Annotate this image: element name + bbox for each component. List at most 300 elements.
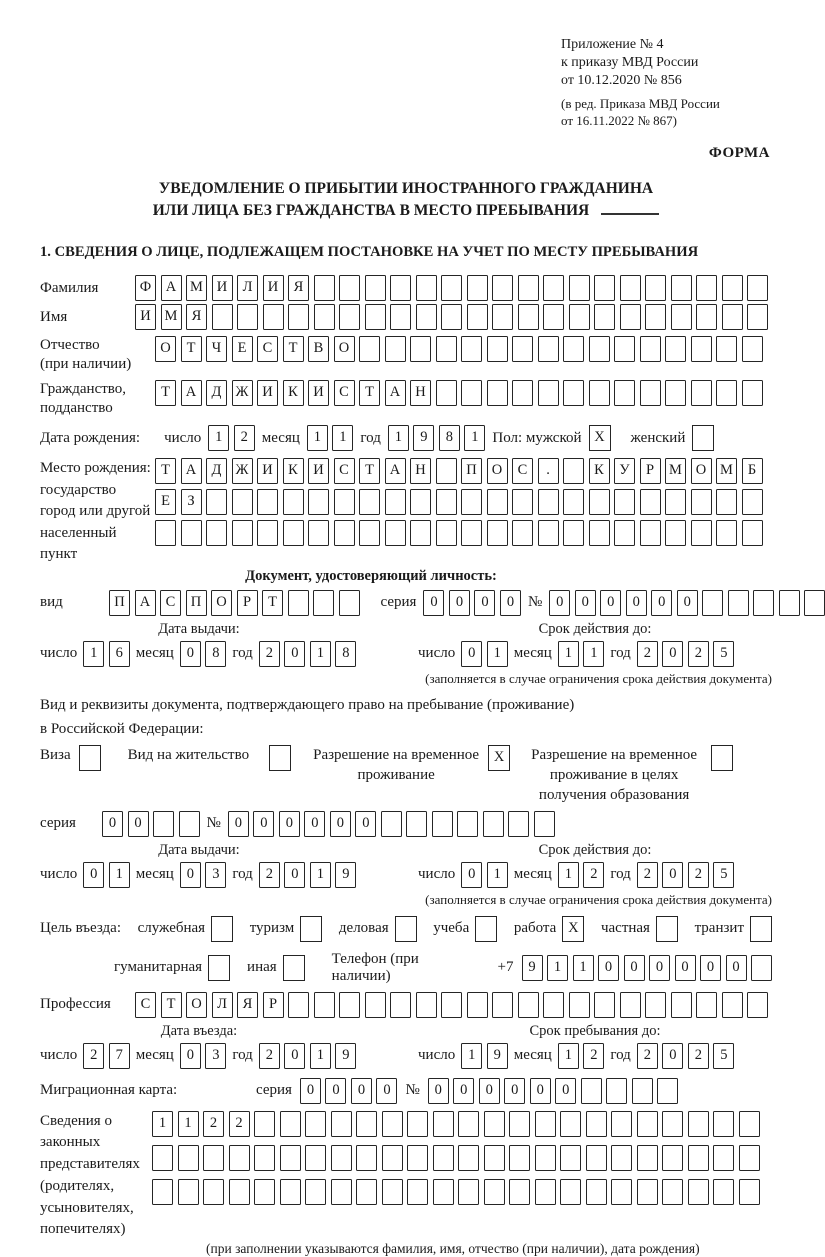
char-cell[interactable] [747, 275, 768, 301]
char-cell[interactable]: 0 [279, 811, 300, 837]
char-cell[interactable] [665, 336, 686, 362]
char-cell[interactable] [288, 590, 309, 616]
doc-expiry-day-input[interactable] [461, 641, 508, 667]
char-cell[interactable] [688, 1145, 709, 1171]
char-cell[interactable]: 0 [461, 641, 482, 667]
char-cell[interactable]: 0 [626, 590, 647, 616]
char-cell[interactable]: Т [283, 336, 304, 362]
char-cell[interactable] [640, 489, 661, 515]
char-cell[interactable] [492, 992, 513, 1018]
doc-issue-day-input[interactable] [83, 641, 130, 667]
char-cell[interactable] [543, 275, 564, 301]
representatives-row1[interactable] [152, 1111, 760, 1137]
char-cell[interactable]: М [665, 458, 686, 484]
char-cell[interactable]: 0 [325, 1078, 346, 1104]
char-cell[interactable] [691, 489, 712, 515]
char-cell[interactable] [178, 1145, 199, 1171]
char-cell[interactable]: Т [155, 458, 176, 484]
char-cell[interactable] [308, 520, 329, 546]
char-cell[interactable] [467, 275, 488, 301]
char-cell[interactable]: Е [155, 489, 176, 515]
char-cell[interactable]: О [211, 590, 232, 616]
entry-month-input[interactable] [180, 1043, 227, 1069]
char-cell[interactable] [702, 590, 723, 616]
char-cell[interactable] [254, 1111, 275, 1137]
stay-day-input[interactable] [461, 1043, 508, 1069]
char-cell[interactable]: 0 [504, 1078, 525, 1104]
char-cell[interactable] [257, 520, 278, 546]
char-cell[interactable] [640, 336, 661, 362]
char-cell[interactable] [441, 992, 462, 1018]
char-cell[interactable]: 0 [284, 641, 305, 667]
char-cell[interactable]: 1 [558, 862, 579, 888]
char-cell[interactable] [589, 520, 610, 546]
doc-series-input[interactable] [423, 590, 521, 616]
char-cell[interactable] [410, 520, 431, 546]
char-cell[interactable]: 0 [304, 811, 325, 837]
char-cell[interactable]: 0 [180, 641, 201, 667]
char-cell[interactable] [645, 992, 666, 1018]
purpose-humanitarian-checkbox[interactable] [208, 955, 230, 981]
char-cell[interactable] [155, 520, 176, 546]
char-cell[interactable] [179, 811, 200, 837]
birth-place-row3[interactable] [155, 520, 763, 546]
char-cell[interactable]: 0 [651, 590, 672, 616]
char-cell[interactable] [334, 489, 355, 515]
char-cell[interactable] [461, 336, 482, 362]
char-cell[interactable] [356, 1145, 377, 1171]
char-cell[interactable] [594, 275, 615, 301]
char-cell[interactable] [535, 1145, 556, 1171]
char-cell[interactable]: П [109, 590, 130, 616]
char-cell[interactable] [645, 275, 666, 301]
char-cell[interactable]: 2 [259, 862, 280, 888]
char-cell[interactable]: Я [288, 275, 309, 301]
char-cell[interactable]: 3 [205, 1043, 226, 1069]
char-cell[interactable]: О [487, 458, 508, 484]
char-cell[interactable] [543, 992, 564, 1018]
char-cell[interactable]: 0 [662, 1043, 683, 1069]
char-cell[interactable]: 0 [530, 1078, 551, 1104]
char-cell[interactable] [203, 1145, 224, 1171]
residence-issue-day-input[interactable] [83, 862, 130, 888]
char-cell[interactable] [181, 520, 202, 546]
char-cell[interactable]: О [334, 336, 355, 362]
char-cell[interactable] [716, 380, 737, 406]
char-cell[interactable] [594, 992, 615, 1018]
char-cell[interactable] [385, 336, 406, 362]
char-cell[interactable] [407, 1179, 428, 1205]
char-cell[interactable]: А [161, 275, 182, 301]
sex-female-checkbox[interactable] [692, 425, 714, 451]
char-cell[interactable] [645, 304, 666, 330]
char-cell[interactable] [356, 1111, 377, 1137]
char-cell[interactable] [381, 811, 402, 837]
char-cell[interactable] [458, 1145, 479, 1171]
birth-year-input[interactable] [388, 425, 486, 451]
char-cell[interactable] [606, 1078, 627, 1104]
char-cell[interactable] [747, 304, 768, 330]
char-cell[interactable]: 2 [637, 862, 658, 888]
char-cell[interactable] [779, 590, 800, 616]
char-cell[interactable] [614, 380, 635, 406]
char-cell[interactable] [416, 275, 437, 301]
char-cell[interactable] [586, 1179, 607, 1205]
profession-input[interactable] [135, 992, 768, 1018]
char-cell[interactable] [280, 1111, 301, 1137]
char-cell[interactable] [696, 992, 717, 1018]
char-cell[interactable]: 7 [109, 1043, 130, 1069]
purpose-other-checkbox[interactable] [283, 955, 305, 981]
char-cell[interactable] [331, 1179, 352, 1205]
char-cell[interactable] [331, 1111, 352, 1137]
char-cell[interactable]: 0 [726, 955, 747, 981]
char-cell[interactable] [611, 1145, 632, 1171]
char-cell[interactable] [436, 458, 457, 484]
char-cell[interactable] [671, 275, 692, 301]
char-cell[interactable] [614, 520, 635, 546]
char-cell[interactable]: 0 [449, 590, 470, 616]
char-cell[interactable] [436, 520, 457, 546]
char-cell[interactable] [696, 304, 717, 330]
given-name-input[interactable] [135, 304, 768, 330]
char-cell[interactable]: 3 [205, 862, 226, 888]
char-cell[interactable] [212, 304, 233, 330]
char-cell[interactable]: Р [263, 992, 284, 1018]
char-cell[interactable] [257, 489, 278, 515]
char-cell[interactable]: М [716, 458, 737, 484]
char-cell[interactable] [563, 520, 584, 546]
char-cell[interactable] [313, 590, 334, 616]
char-cell[interactable] [288, 304, 309, 330]
char-cell[interactable] [538, 520, 559, 546]
char-cell[interactable]: Ж [232, 458, 253, 484]
char-cell[interactable] [314, 304, 335, 330]
char-cell[interactable]: 0 [575, 590, 596, 616]
doc-issue-year-input[interactable] [259, 641, 357, 667]
char-cell[interactable] [406, 811, 427, 837]
char-cell[interactable] [586, 1145, 607, 1171]
char-cell[interactable] [543, 304, 564, 330]
char-cell[interactable] [305, 1145, 326, 1171]
char-cell[interactable] [416, 992, 437, 1018]
char-cell[interactable]: Т [262, 590, 283, 616]
char-cell[interactable]: С [334, 380, 355, 406]
char-cell[interactable]: Д [206, 458, 227, 484]
char-cell[interactable]: 1 [178, 1111, 199, 1137]
char-cell[interactable] [487, 489, 508, 515]
char-cell[interactable] [691, 520, 712, 546]
char-cell[interactable]: 1 [558, 641, 579, 667]
char-cell[interactable]: 5 [713, 1043, 734, 1069]
char-cell[interactable]: 9 [522, 955, 543, 981]
char-cell[interactable] [563, 380, 584, 406]
char-cell[interactable]: 1 [208, 425, 229, 451]
char-cell[interactable] [696, 275, 717, 301]
char-cell[interactable]: 0 [376, 1078, 397, 1104]
char-cell[interactable] [433, 1145, 454, 1171]
char-cell[interactable]: 0 [284, 862, 305, 888]
char-cell[interactable] [461, 489, 482, 515]
char-cell[interactable] [640, 380, 661, 406]
char-cell[interactable] [229, 1179, 250, 1205]
char-cell[interactable] [742, 520, 763, 546]
char-cell[interactable]: 1 [573, 955, 594, 981]
migration-series-input[interactable] [300, 1078, 398, 1104]
char-cell[interactable] [390, 992, 411, 1018]
birth-place-row1[interactable] [155, 458, 763, 484]
char-cell[interactable] [467, 992, 488, 1018]
char-cell[interactable] [339, 304, 360, 330]
char-cell[interactable] [484, 1111, 505, 1137]
char-cell[interactable] [586, 1111, 607, 1137]
char-cell[interactable]: 2 [234, 425, 255, 451]
char-cell[interactable] [382, 1179, 403, 1205]
char-cell[interactable]: Р [237, 590, 258, 616]
char-cell[interactable] [410, 489, 431, 515]
char-cell[interactable]: Е [232, 336, 253, 362]
char-cell[interactable]: 0 [649, 955, 670, 981]
char-cell[interactable]: 1 [332, 425, 353, 451]
char-cell[interactable] [283, 489, 304, 515]
char-cell[interactable] [614, 489, 635, 515]
char-cell[interactable]: 1 [109, 862, 130, 888]
char-cell[interactable] [331, 1145, 352, 1171]
char-cell[interactable] [722, 992, 743, 1018]
char-cell[interactable] [614, 336, 635, 362]
char-cell[interactable]: Т [161, 992, 182, 1018]
char-cell[interactable] [691, 336, 712, 362]
char-cell[interactable] [665, 520, 686, 546]
sex-male-checkbox[interactable]: X [589, 425, 611, 451]
char-cell[interactable]: 8 [335, 641, 356, 667]
char-cell[interactable] [433, 1179, 454, 1205]
char-cell[interactable] [254, 1179, 275, 1205]
char-cell[interactable] [611, 1179, 632, 1205]
char-cell[interactable] [538, 489, 559, 515]
char-cell[interactable] [688, 1111, 709, 1137]
char-cell[interactable] [487, 520, 508, 546]
residence-permit-checkbox[interactable] [269, 745, 291, 771]
char-cell[interactable] [484, 1145, 505, 1171]
char-cell[interactable]: 0 [555, 1078, 576, 1104]
birth-place-row2[interactable] [155, 489, 763, 515]
char-cell[interactable] [458, 1111, 479, 1137]
char-cell[interactable] [339, 992, 360, 1018]
char-cell[interactable] [569, 992, 590, 1018]
residence-issue-month-input[interactable] [180, 862, 227, 888]
char-cell[interactable] [483, 811, 504, 837]
char-cell[interactable] [484, 1179, 505, 1205]
representatives-row3[interactable] [152, 1179, 760, 1205]
char-cell[interactable]: 2 [688, 1043, 709, 1069]
char-cell[interactable] [739, 1145, 760, 1171]
char-cell[interactable] [581, 1078, 602, 1104]
char-cell[interactable]: К [283, 380, 304, 406]
char-cell[interactable] [753, 590, 774, 616]
char-cell[interactable]: 2 [688, 641, 709, 667]
visa-checkbox[interactable] [79, 745, 101, 771]
char-cell[interactable] [467, 304, 488, 330]
char-cell[interactable] [390, 304, 411, 330]
char-cell[interactable]: Л [237, 275, 258, 301]
char-cell[interactable]: 1 [487, 862, 508, 888]
residence-expiry-year-input[interactable] [637, 862, 735, 888]
char-cell[interactable]: 0 [598, 955, 619, 981]
char-cell[interactable] [620, 275, 641, 301]
char-cell[interactable] [518, 992, 539, 1018]
char-cell[interactable]: 9 [335, 1043, 356, 1069]
char-cell[interactable] [512, 380, 533, 406]
char-cell[interactable]: С [334, 458, 355, 484]
char-cell[interactable]: 0 [624, 955, 645, 981]
char-cell[interactable] [339, 590, 360, 616]
char-cell[interactable] [305, 1111, 326, 1137]
char-cell[interactable] [280, 1179, 301, 1205]
char-cell[interactable] [334, 520, 355, 546]
purpose-tourism-checkbox[interactable] [300, 916, 322, 942]
char-cell[interactable] [280, 1145, 301, 1171]
char-cell[interactable] [560, 1145, 581, 1171]
char-cell[interactable] [589, 489, 610, 515]
char-cell[interactable]: И [257, 458, 278, 484]
char-cell[interactable] [308, 489, 329, 515]
char-cell[interactable]: 2 [203, 1111, 224, 1137]
char-cell[interactable]: Б [742, 458, 763, 484]
char-cell[interactable]: 1 [310, 641, 331, 667]
char-cell[interactable]: С [257, 336, 278, 362]
char-cell[interactable] [229, 1145, 250, 1171]
char-cell[interactable]: Т [155, 380, 176, 406]
char-cell[interactable]: 2 [259, 641, 280, 667]
char-cell[interactable]: Ф [135, 275, 156, 301]
char-cell[interactable] [436, 489, 457, 515]
char-cell[interactable]: О [186, 992, 207, 1018]
char-cell[interactable]: 2 [229, 1111, 250, 1137]
char-cell[interactable] [359, 489, 380, 515]
char-cell[interactable] [665, 380, 686, 406]
char-cell[interactable]: 0 [453, 1078, 474, 1104]
char-cell[interactable] [671, 304, 692, 330]
char-cell[interactable]: 2 [583, 1043, 604, 1069]
char-cell[interactable]: С [135, 992, 156, 1018]
temp-residence-checkbox[interactable]: X [488, 745, 510, 771]
char-cell[interactable] [436, 336, 457, 362]
char-cell[interactable]: С [160, 590, 181, 616]
char-cell[interactable]: . [538, 458, 559, 484]
purpose-official-checkbox[interactable] [211, 916, 233, 942]
char-cell[interactable] [461, 520, 482, 546]
char-cell[interactable]: 0 [355, 811, 376, 837]
char-cell[interactable]: 0 [102, 811, 123, 837]
char-cell[interactable] [671, 992, 692, 1018]
char-cell[interactable] [492, 304, 513, 330]
char-cell[interactable]: 0 [180, 862, 201, 888]
char-cell[interactable] [538, 380, 559, 406]
char-cell[interactable] [512, 520, 533, 546]
char-cell[interactable]: 0 [549, 590, 570, 616]
migration-number-input[interactable] [428, 1078, 679, 1104]
char-cell[interactable] [356, 1179, 377, 1205]
char-cell[interactable]: 2 [688, 862, 709, 888]
char-cell[interactable] [441, 304, 462, 330]
char-cell[interactable] [509, 1179, 530, 1205]
char-cell[interactable]: 2 [637, 641, 658, 667]
char-cell[interactable]: 0 [500, 590, 521, 616]
purpose-business-checkbox[interactable] [395, 916, 417, 942]
char-cell[interactable]: 0 [228, 811, 249, 837]
char-cell[interactable] [314, 992, 335, 1018]
char-cell[interactable]: 0 [662, 862, 683, 888]
representatives-row2[interactable] [152, 1145, 760, 1171]
stay-month-input[interactable] [558, 1043, 605, 1069]
char-cell[interactable]: В [308, 336, 329, 362]
char-cell[interactable]: 6 [109, 641, 130, 667]
char-cell[interactable] [410, 336, 431, 362]
char-cell[interactable] [747, 992, 768, 1018]
char-cell[interactable]: Р [640, 458, 661, 484]
char-cell[interactable]: 0 [461, 862, 482, 888]
char-cell[interactable]: 9 [487, 1043, 508, 1069]
char-cell[interactable]: 9 [413, 425, 434, 451]
char-cell[interactable] [487, 336, 508, 362]
stay-year-input[interactable] [637, 1043, 735, 1069]
char-cell[interactable] [665, 489, 686, 515]
char-cell[interactable] [538, 336, 559, 362]
char-cell[interactable] [206, 489, 227, 515]
char-cell[interactable] [390, 275, 411, 301]
char-cell[interactable] [589, 336, 610, 362]
birth-month-input[interactable] [307, 425, 354, 451]
char-cell[interactable]: И [135, 304, 156, 330]
char-cell[interactable] [611, 1111, 632, 1137]
entry-day-input[interactable] [83, 1043, 130, 1069]
char-cell[interactable] [263, 304, 284, 330]
char-cell[interactable] [283, 520, 304, 546]
char-cell[interactable]: К [589, 458, 610, 484]
char-cell[interactable]: 0 [351, 1078, 372, 1104]
char-cell[interactable] [254, 1145, 275, 1171]
char-cell[interactable]: А [385, 380, 406, 406]
char-cell[interactable] [492, 275, 513, 301]
char-cell[interactable] [206, 520, 227, 546]
temp-residence-education-checkbox[interactable] [711, 745, 733, 771]
char-cell[interactable] [563, 489, 584, 515]
char-cell[interactable] [637, 1111, 658, 1137]
char-cell[interactable] [232, 489, 253, 515]
char-cell[interactable] [365, 304, 386, 330]
char-cell[interactable]: И [308, 458, 329, 484]
char-cell[interactable] [535, 1179, 556, 1205]
char-cell[interactable]: 0 [662, 641, 683, 667]
entry-year-input[interactable] [259, 1043, 357, 1069]
char-cell[interactable]: 5 [713, 641, 734, 667]
char-cell[interactable] [339, 275, 360, 301]
char-cell[interactable]: 0 [479, 1078, 500, 1104]
char-cell[interactable] [662, 1111, 683, 1137]
char-cell[interactable]: 0 [284, 1043, 305, 1069]
char-cell[interactable]: Т [181, 336, 202, 362]
char-cell[interactable] [458, 1179, 479, 1205]
residence-expiry-month-input[interactable] [558, 862, 605, 888]
char-cell[interactable]: А [181, 458, 202, 484]
purpose-transit-checkbox[interactable] [750, 916, 772, 942]
char-cell[interactable]: 1 [388, 425, 409, 451]
char-cell[interactable]: П [461, 458, 482, 484]
char-cell[interactable] [563, 458, 584, 484]
residence-series-input[interactable] [102, 811, 200, 837]
char-cell[interactable]: И [212, 275, 233, 301]
